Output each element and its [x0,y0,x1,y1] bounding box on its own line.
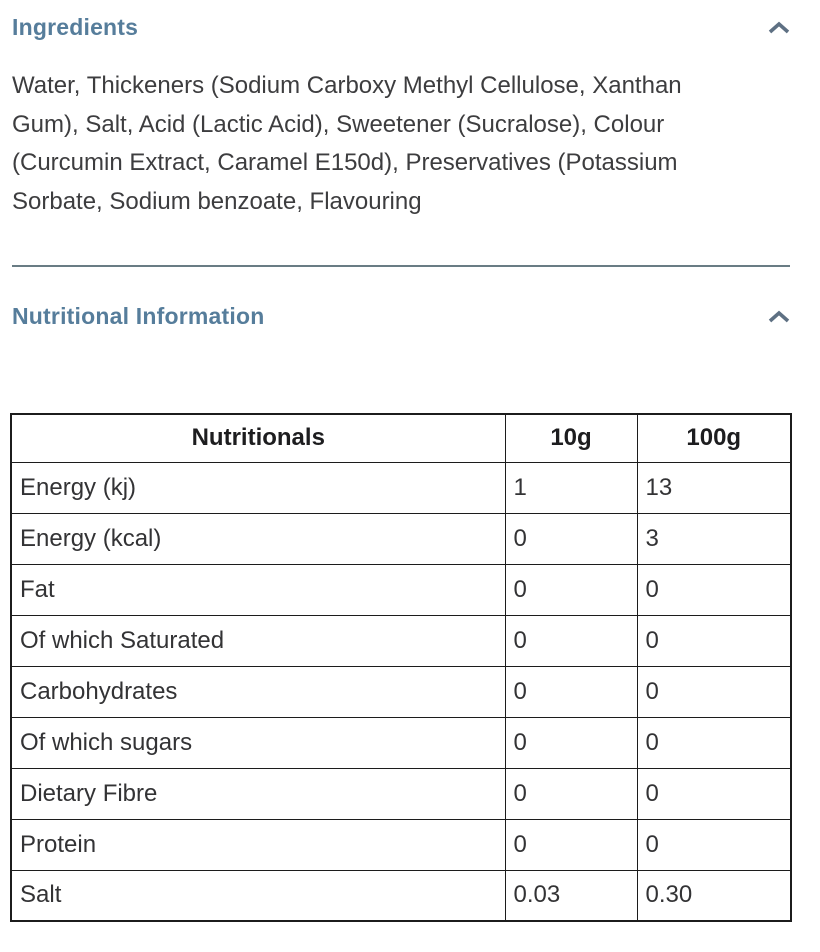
nutrient-label: Protein [11,819,505,870]
value-10g: 0 [505,768,637,819]
nutrient-label: Salt [11,870,505,921]
ingredients-text: Water, Thickeners (Sodium Carboxy Methyl Cellulose, Xanthan Gum), Salt, Acid (Lactic Acid), Sweetener (Sucralose), Colour (Curcumin Extract, Caramel E150d), Preservatives (Potassium Sorbate, Sodium benzoate, Flavouring [12,72,682,215]
value-100g: 0 [637,615,791,666]
table-row [11,564,791,615]
table-row [11,870,791,921]
table-row [11,717,791,768]
value-100g: 0.30 [637,870,791,921]
header-nutritionals: Nutritionals [11,414,505,462]
nutrient-label: Of which sugars [11,717,505,768]
table-row [11,462,791,513]
table-row [11,615,791,666]
nutrient-label: Energy (kcal) [11,513,505,564]
value-100g: 13 [637,462,791,513]
value-100g: 0 [637,819,791,870]
chevron-up-icon[interactable] [768,21,790,34]
value-10g: 0.03 [505,870,637,921]
value-10g: 0 [505,564,637,615]
value-10g: 0 [505,513,637,564]
value-100g: 3 [637,513,791,564]
table-header-row [11,414,791,462]
value-100g: 0 [637,717,791,768]
value-100g: 0 [637,564,791,615]
nutrition-title: Nutritional Information [12,303,265,329]
value-10g: 1 [505,462,637,513]
value-10g: 0 [505,819,637,870]
nutrition-section-header[interactable] [12,303,792,330]
table-row [11,666,791,717]
nutrient-label: Dietary Fibre [11,768,505,819]
chevron-up-icon[interactable] [768,310,790,323]
value-100g: 0 [637,666,791,717]
table-row [11,768,791,819]
nutrient-label: Carbohydrates [11,666,505,717]
header-10g: 10g [505,414,637,462]
value-10g: 0 [505,666,637,717]
header-100g: 100g [637,414,791,462]
nutrient-label: Fat [11,564,505,615]
table-row [11,819,791,870]
section-divider [12,265,790,267]
value-10g: 0 [505,717,637,768]
ingredients-section-header[interactable] [12,14,792,41]
ingredients-title: Ingredients [12,14,139,40]
table-row [11,513,791,564]
value-100g: 0 [637,768,791,819]
value-10g: 0 [505,615,637,666]
nutrition-table [10,413,792,922]
nutrient-label: Energy (kj) [11,462,505,513]
nutrient-label: Of which Saturated [11,615,505,666]
